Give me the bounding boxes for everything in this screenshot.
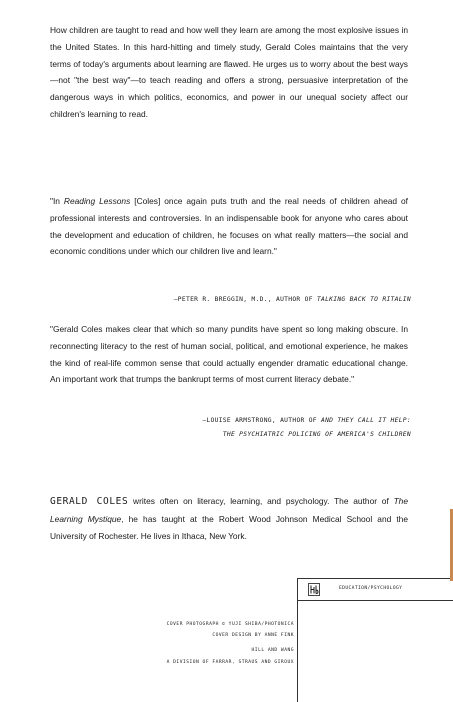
bio-book-title: The Learning Mystique (50, 496, 408, 524)
cover-photo-credit: COVER PHOTOGRAPH © YUJI SHIBA/PHOTONICA (166, 622, 294, 627)
author-bio (50, 493, 408, 544)
attribution-book-title: TALKING BACK TO RITALIN (316, 296, 411, 303)
attribution-book-subtitle: THE PSYCHIATRIC POLICING OF AMERICA'S CHILDREN (222, 431, 411, 438)
quote-breggin (50, 193, 408, 260)
publisher-division: A DIVISION OF FARRAR, STRAUS AND GIROUX (166, 660, 294, 665)
quote-book-title: Reading Lessons (63, 196, 131, 206)
publisher-name: HILL AND WANG (251, 648, 294, 653)
attribution-prefix: —PETER R. BREGGIN, M.D., AUTHOR OF (173, 296, 317, 303)
quote-body: [Coles] once again puts truth and the real needs of children ahead of professional interests and controversies. In an indispensable book for anyone who cares about the development and education of children, he focuses on what really matters—the social and economic conditions under which our children live and learn." (50, 196, 409, 257)
category-label: EDUCATION/PSYCHOLOGY (339, 586, 403, 591)
quote-open: "In (50, 196, 64, 206)
attribution-armstrong (202, 414, 411, 442)
attribution-book-title: AND THEY CALL IT HELP: (320, 417, 411, 424)
barcode-box (297, 578, 453, 702)
author-name: GERALD COLES (50, 496, 129, 507)
quote-armstrong: "Gerald Coles makes clear that which so many pundits have spent so long making obscure. In reconnecting literacy to the rest of human social, political, and emotional experience, he makes the kind of real-life common sense that could actually engender dramatic educational change. An important work that trumps the bankrupt terms of most current literacy debate." (50, 324, 408, 385)
category-bar (298, 579, 453, 601)
hill-and-wang-logo-icon (308, 583, 320, 596)
attribution-breggin (174, 293, 411, 307)
bio-text-end: , he has taught at the Robert Wood Johnson Medical School and the University of Rochester. He lives in Ithaca, New York. (50, 513, 408, 541)
intro-paragraph: How children are taught to read and how well they learn are among the most explosive issues in the United States. In this hard-hitting and timely study, Gerald Coles maintains that the very terms of today's arguments about learning are flawed. He urges us to worry about the best ways—not "the best way"—to teach reading and offers a strong, persuasive interpretation of the dangerous ways in which politics, economics, and power in our unequal society affect our children's learning to read. (50, 25, 408, 119)
bio-text: writes often on literacy, learning, and psychology. The author of (128, 496, 394, 506)
attribution-prefix: —LOUISE ARMSTRONG, AUTHOR OF (202, 417, 321, 424)
cover-design-credit: COVER DESIGN BY ANNE FINK (212, 633, 294, 638)
